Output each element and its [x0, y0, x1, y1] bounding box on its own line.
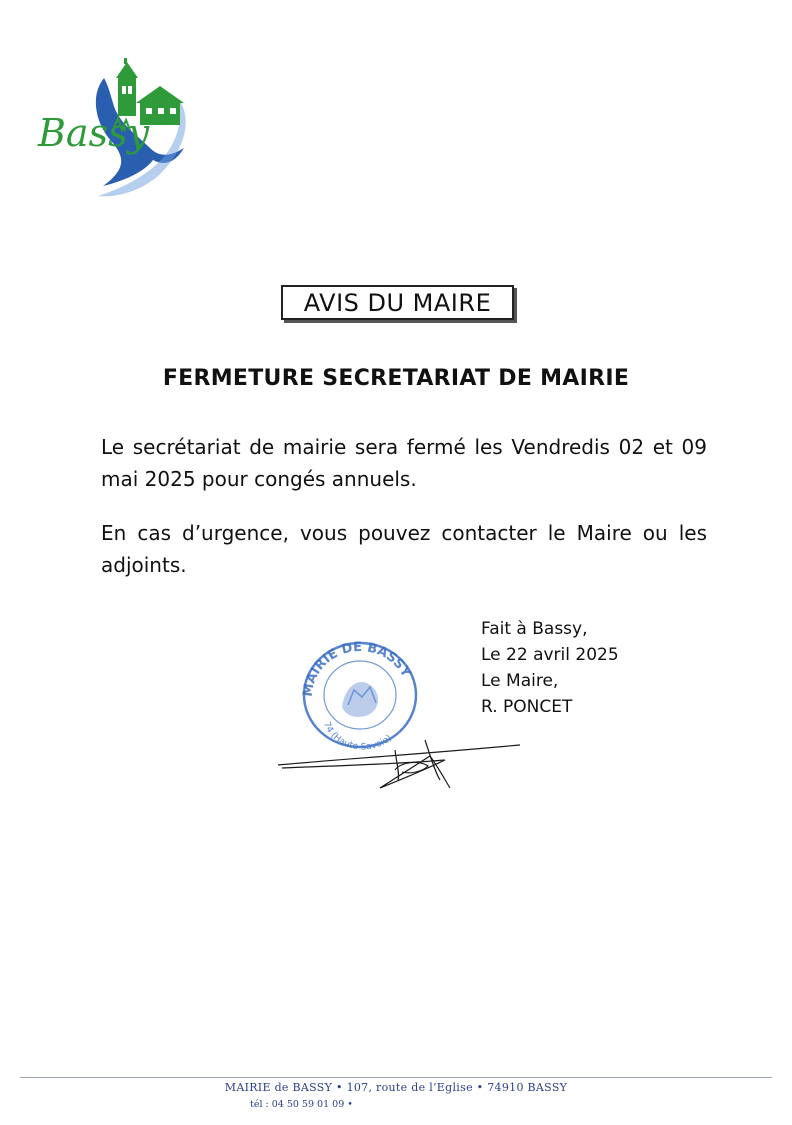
signature-role: Le Maire, [481, 671, 559, 691]
mayor-signature [270, 720, 530, 795]
footer-phone: tél : 04 50 59 01 09 • [250, 1099, 353, 1110]
footer-address: MAIRIE de BASSY • 107, route de l’Eglise • 74910 BASSY [224, 1081, 568, 1094]
stamp-text-bottom: 74 (Haute-Savoie) [321, 720, 395, 750]
signature-name: R. PONCET [481, 697, 573, 717]
logo-text: Bassy [38, 111, 150, 155]
notice-title: AVIS DU MAIRE [303, 288, 492, 317]
signature-place: Fait à Bassy, [481, 619, 588, 639]
bassy-logo [18, 58, 203, 203]
notice-title-box [281, 285, 514, 320]
notice-subtitle: FERMETURE SECRETARIAT DE MAIRIE [162, 366, 630, 391]
notice-paragraph-1: Le secrétariat de mairie sera fermé les Vendredis 02 et 09 mai 2025 pour congés annuels. [101, 435, 707, 491]
bassy-logo-graphic [18, 58, 203, 203]
footer-divider [20, 1077, 772, 1078]
stamp-text-top: MAIRIE DE BASSY [300, 639, 414, 698]
signature-date: Le 22 avril 2025 [481, 645, 619, 665]
signature-block [481, 616, 619, 720]
notice-paragraph-2: En cas d’urgence, vous pouvez contacter le Maire ou les adjoints. [101, 521, 707, 577]
